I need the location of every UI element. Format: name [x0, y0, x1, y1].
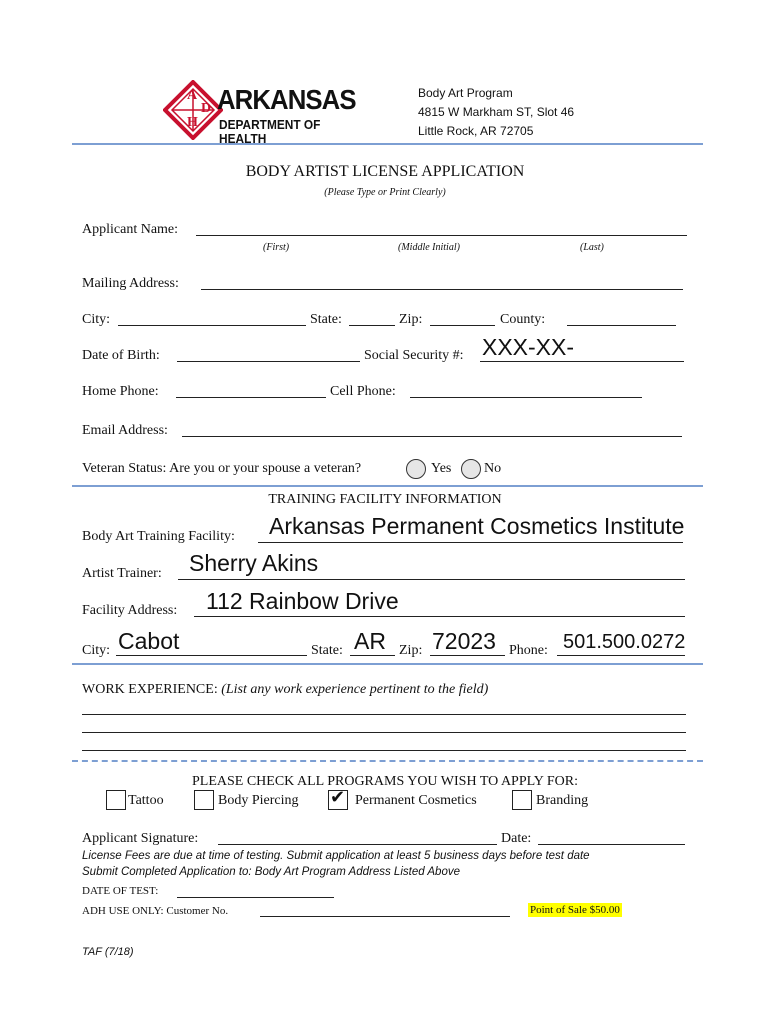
applicant-name-field[interactable]: [196, 235, 687, 236]
customer-no-field[interactable]: [260, 916, 510, 917]
work-experience-hint: (List any work experience pertinent to the field): [221, 682, 489, 697]
signature-date-label: Date:: [501, 831, 532, 846]
address-line-3: Little Rock, AR 72705: [418, 124, 534, 138]
training-divider: [72, 485, 703, 487]
mailing-address-label: Mailing Address:: [82, 276, 179, 291]
facility-zip-label: Zip:: [399, 643, 423, 658]
facility-city-value[interactable]: Cabot: [118, 628, 180, 654]
home-phone-label: Home Phone:: [82, 384, 159, 399]
zip-label: Zip:: [399, 312, 423, 327]
branding-label: Branding: [536, 793, 589, 808]
branding-checkbox[interactable]: [512, 790, 532, 810]
facility-phone-field[interactable]: [557, 655, 685, 656]
adh-use-label: ADH USE ONLY: Customer No.: [82, 905, 229, 917]
city-label: City:: [82, 312, 111, 327]
state-label: State:: [310, 312, 342, 327]
veteran-yes-label: Yes: [431, 461, 452, 476]
home-phone-field[interactable]: [176, 397, 326, 398]
experience-line-3[interactable]: [82, 750, 686, 751]
name-middle-caption: (Middle Initial): [398, 242, 460, 253]
form-code: TAF (7/18): [82, 946, 134, 958]
logo-letter-a: A: [187, 88, 198, 103]
email-field[interactable]: [182, 436, 682, 437]
address-line-1: Body Art Program: [418, 86, 513, 100]
facility-state-field[interactable]: [350, 655, 395, 656]
signature-date-field[interactable]: [538, 844, 685, 845]
test-date-label: DATE OF TEST:: [82, 885, 159, 897]
city-field[interactable]: [118, 325, 306, 326]
logo-letter-d: D: [201, 101, 212, 116]
permanent-cosmetics-label: Permanent Cosmetics: [355, 793, 477, 808]
name-first-caption: (First): [263, 242, 290, 253]
signature-field[interactable]: [218, 844, 497, 845]
experience-line-1[interactable]: [82, 714, 686, 715]
checkmark-icon: ✔: [330, 787, 346, 808]
work-experience-heading: [82, 682, 488, 698]
facility-value[interactable]: Arkansas Permanent Cosmetics Institute: [269, 513, 685, 539]
adh-logo: [163, 80, 363, 146]
programs-heading: PLEASE CHECK ALL PROGRAMS YOU WISH TO APPLY FOR:: [192, 774, 578, 789]
trainer-field[interactable]: [178, 579, 685, 580]
facility-zip-value[interactable]: 72023: [432, 628, 496, 654]
test-date-field[interactable]: [177, 897, 334, 898]
facility-phone-value[interactable]: 501.500.0272: [563, 631, 686, 653]
logo-subtitle: DEPARTMENT OF HEALTH: [219, 118, 321, 146]
ssn-field[interactable]: [480, 361, 684, 362]
form-subtitle: (Please Type or Print Clearly): [324, 187, 446, 198]
ssn-label: Social Security #:: [364, 348, 464, 363]
signature-label: Applicant Signature:: [82, 831, 199, 846]
header-divider: [72, 143, 703, 145]
tattoo-checkbox[interactable]: [106, 790, 126, 810]
work-experience-label: WORK EXPERIENCE:: [82, 682, 218, 697]
mailing-address-field[interactable]: [201, 289, 683, 290]
body-piercing-label: Body Piercing: [218, 793, 299, 808]
facility-address-value[interactable]: 112 Rainbow Drive: [206, 588, 399, 614]
veteran-label: Veteran Status: Are you or your spouse a veteran?: [82, 461, 362, 476]
applicant-name-label: Applicant Name:: [82, 222, 179, 237]
facility-phone-label: Phone:: [509, 643, 548, 658]
point-of-sale-label: Point of Sale $50.00: [530, 904, 620, 916]
permanent-cosmetics-checkbox[interactable]: [328, 787, 348, 810]
ssn-value[interactable]: XXX-XX-: [482, 334, 575, 360]
form-title: BODY ARTIST LICENSE APPLICATION: [245, 163, 525, 180]
facility-address-field[interactable]: [194, 616, 685, 617]
trainer-label: Artist Trainer:: [82, 566, 162, 581]
address-line-2: 4815 W Markham ST, Slot 46: [418, 105, 575, 119]
logo-title: ARKANSAS: [217, 84, 356, 115]
facility-zip-field[interactable]: [430, 655, 505, 656]
logo-letter-h: H: [187, 115, 198, 130]
program-address: [418, 84, 574, 141]
name-last-caption: (Last): [580, 242, 604, 253]
facility-city-label: City:: [82, 643, 111, 658]
county-label: County:: [500, 312, 546, 327]
body-piercing-checkbox[interactable]: [194, 790, 214, 810]
submit-note: Submit Completed Application to: Body Art Program Address Listed Above: [82, 866, 460, 878]
fees-note: License Fees are due at time of testing. Submit application at least 5 business days before test date: [82, 850, 590, 862]
veteran-no-label: No: [484, 461, 502, 476]
veteran-no-radio[interactable]: [461, 459, 481, 479]
trainer-value[interactable]: Sherry Akins: [189, 550, 319, 576]
facility-field[interactable]: [258, 542, 683, 543]
dob-field[interactable]: [177, 361, 360, 362]
facility-label: Body Art Training Facility:: [82, 529, 235, 544]
cell-phone-label: Cell Phone:: [330, 384, 396, 399]
veteran-yes-radio[interactable]: [406, 459, 426, 479]
facility-city-field[interactable]: [116, 655, 307, 656]
facility-address-label: Facility Address:: [82, 603, 178, 618]
programs-divider: [72, 760, 703, 762]
zip-field[interactable]: [430, 325, 495, 326]
cell-phone-field[interactable]: [410, 397, 642, 398]
dob-label: Date of Birth:: [82, 348, 160, 363]
email-label: Email Address:: [82, 423, 168, 438]
facility-state-label: State:: [311, 643, 343, 658]
facility-state-value[interactable]: AR: [354, 628, 386, 654]
county-field[interactable]: [567, 325, 676, 326]
tattoo-label: Tattoo: [128, 793, 164, 808]
experience-line-2[interactable]: [82, 732, 686, 733]
state-field[interactable]: [349, 325, 395, 326]
training-heading: TRAINING FACILITY INFORMATION: [268, 492, 502, 507]
experience-divider: [72, 663, 703, 665]
